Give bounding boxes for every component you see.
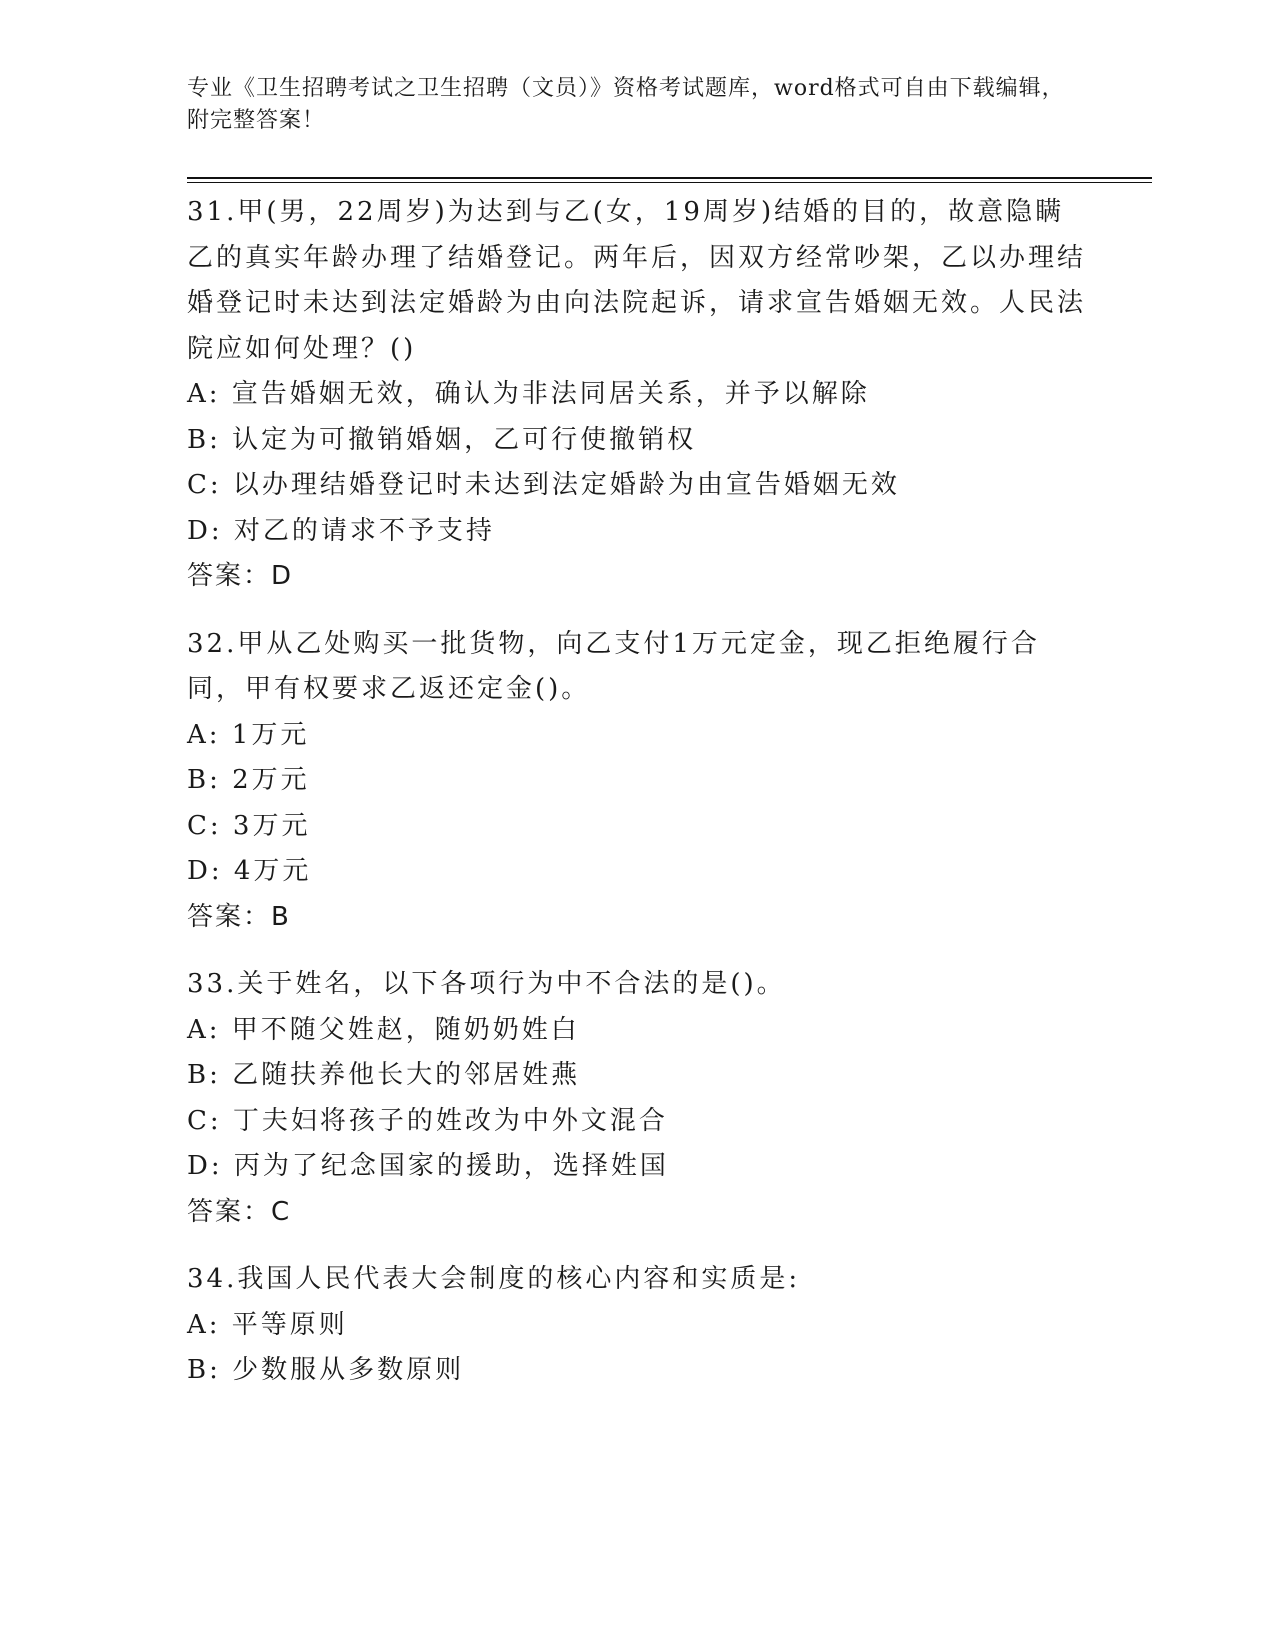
question-33 [187,962,1087,1235]
option-c: C: 丁夫妇将孩子的姓改为中外文混合 [187,1105,668,1136]
option-a: A: 宣告婚姻无效，确认为非法同居关系，并予以解除 [187,379,870,409]
option-a: A: 平等原则 [187,1309,348,1340]
option-d: D: 4万元 [187,856,312,886]
question-stem: 33.关于姓名，以下各项行为中不合法的是()。 [187,969,786,999]
answer-line: 答案：B [187,901,291,932]
question-34 [187,1257,1087,1394]
option-b: B: 乙随扶养他长大的邻居姓燕 [187,1060,581,1090]
option-d: D: 丙为了纪念国家的援助，选择姓国 [187,1151,669,1181]
answer-line: 答案：C [187,1196,292,1227]
option-b: B: 少数服从多数原则 [187,1355,465,1385]
header-divider-thin [187,182,1152,183]
option-a: A: 1万元 [187,719,310,750]
answer-line: 答案：D [187,561,294,591]
option-b: B: 2万元 [187,765,310,795]
document-header: 专业《卫生招聘考试之卫生招聘（文员）》资格考试题库，word格式可自由下载编辑，附完整答案！ [187,76,1065,133]
question-stem: 34.我国人民代表大会制度的核心内容和实质是: [187,1264,801,1294]
option-b: B: 认定为可撤销婚姻，乙可行使撤销权 [187,424,697,455]
question-stem: 32.甲从乙处购买一批货物，向乙支付1万元定金，现乙拒绝履行合同，甲有权要求乙返还定金()。 [187,628,1040,704]
option-c: C: 以办理结婚登记时未达到法定婚龄为由宣告婚姻无效 [187,470,900,500]
header-divider-thick [187,177,1152,179]
question-32 [187,622,1087,941]
option-d: D: 对乙的请求不予支持 [187,515,495,546]
question-stem: 31.甲(男，22周岁)为达到与乙(女，19周岁)结婚的目的，故意隐瞒乙的真实年龄办理了结婚登记。两年后，因双方经常吵架，乙以办理结婚登记时未达到法定婚龄为由向法院起诉，请求宣告婚姻无效。人民法院应如何处理？() [187,197,1087,364]
question-list [187,190,1087,1416]
option-a: A: 甲不随父姓赵，随奶奶姓白 [187,1014,580,1045]
option-c: C: 3万元 [187,810,311,841]
question-31 [187,190,1087,600]
